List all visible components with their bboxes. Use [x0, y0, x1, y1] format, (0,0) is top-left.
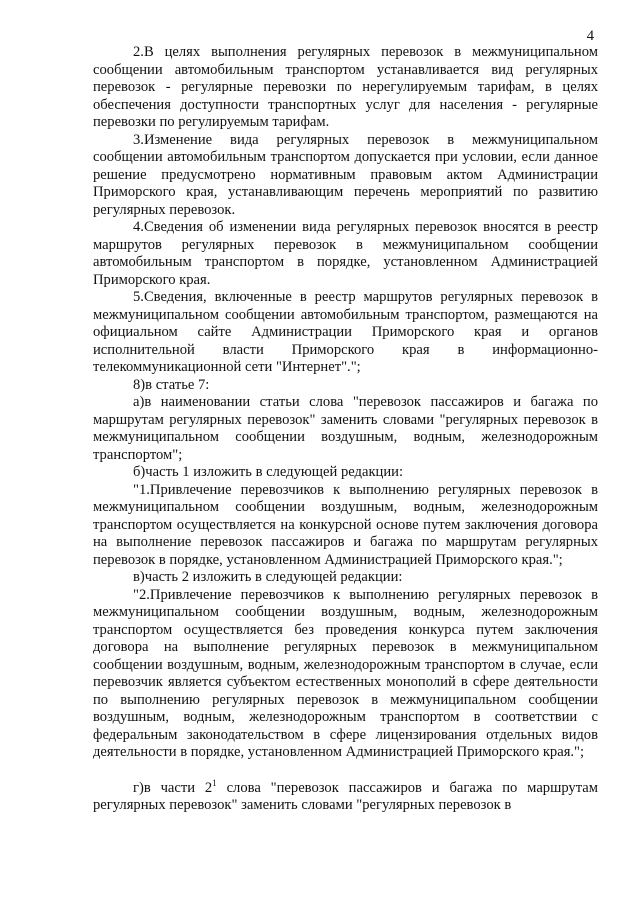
subitem-v-heading: в)часть 2 изложить в следующей редакции: [133, 569, 403, 585]
item-8-heading: 8)в статье 7: [133, 376, 210, 393]
subitem-b-heading: б)часть 1 изложить в следующей редакции: [133, 464, 404, 480]
subitem-g-start: г)в части 2 [133, 779, 213, 796]
subitem-g-rest: слова "перевозок пассажиров и багажа по маршрутам регулярных перевозок" заменить словами "регулярных перевозок в [93, 779, 598, 813]
superscript-index: 1 [212, 777, 217, 788]
subitem-v-text: "2.Привлечение перевозчиков к выполнению регулярных перевозок в межмуниципальном сообщении воздушным, водным, железнодорожным транспортом осуществляется без проведения конкурса путем заключения договора на выполнение регулярных перевозок в межмуниципальном сообщении воздушным, водным, железнодорожным транспортом в случае, если перевозчик является субъектом естественных монополий в сфере деятельности по выполнению регулярных перевозок в межмуниципальном сообщении воздушным, водным, железнодорожным транспортом в соответствии с федеральным законодательством в сфере лицензирования отдельных видов деятельности в порядке, установленном Администрацией Приморского края."; [93, 586, 598, 760]
subitem-a: а)в наименовании статьи слова "перевозок пассажиров и багажа по маршрутам регулярных перевозок" заменить словами "регулярных перевозок в межмуниципальном сообщении воздушным, водным, железнодорожным транспортом"; [93, 394, 598, 463]
paragraph-3: 3.Изменение вида регулярных перевозок в межмуниципальном сообщении автомобильным транспортом допускается при условии, если данное решение предусмотрено нормативным правовым актом Администрации Приморского края, устанавливающим перечень мероприятий по развитию регулярных перевозок. [93, 131, 598, 218]
paragraph-5: 5.Сведения, включенные в реестр маршрутов регулярных перевозок в межмуниципальном сообщении автомобильным транспортом, размещаются на официальном сайте Администрации Приморского края и органов исполнительной власти Приморского края в информационно-телекоммуникационной сети "Интернет"."; [93, 289, 598, 375]
paragraph-2: 2.В целях выполнения регулярных перевозок в межмуниципальном сообщении автомобильным транспортом устанавливается вид регулярных перевозок - регулярные перевозки по нерегулируемым тарифам, в целях обеспечения доступности транспортных услуг для населения - регулярные перевозки по регулируемым тарифам. [93, 44, 598, 130]
document-body [93, 44, 598, 815]
page-number: 4 [586, 28, 594, 44]
subitem-g [93, 777, 598, 815]
subitem-b-text: "1.Привлечение перевозчиков к выполнению регулярных перевозок в межмуниципальном сообщении воздушным, водным, железнодорожным транспортом осуществляется на конкурсной основе путем заключения договора на выполнение перевозок пассажиров и багажа по маршрутам регулярных перевозок в порядке, установленном Администрацией Приморского края."; [93, 481, 598, 568]
paragraph-4: 4.Сведения об изменении вида регулярных перевозок вносятся в реестр маршрутов регулярных перевозок в межмуниципальном сообщении автомобильным транспортом в порядке, установленном Администрацией Приморского края. [93, 219, 598, 288]
